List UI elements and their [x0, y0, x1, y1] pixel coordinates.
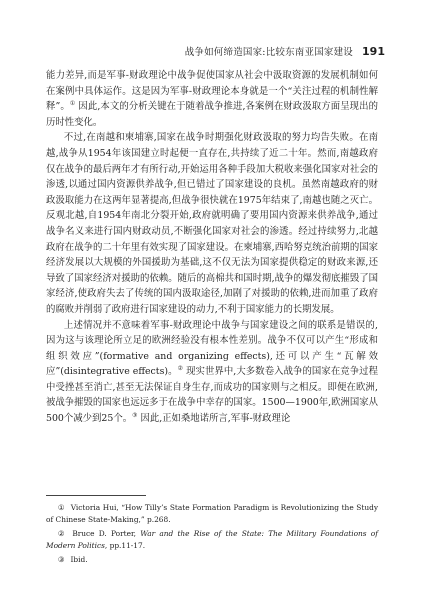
paragraph-3-text-b: 现实世界中,大多数卷入战争的国家在竞争过程中受挫甚至消亡,甚至无法保证自身生存,而成功的国家则与之相反。即便在欧洲,被战争摧毁的国家也远远多于在战争中幸存的国家。1500—1900年,欧洲国家从500个减少到25个。	[46, 366, 378, 425]
footnote-1-text: Victoria Hui, “How Tilly’s State Formation Paradigm is Revolutionizing the Study of Chinese State-Making,” p.268.	[46, 503, 378, 524]
footnote-2-book-title: War and the Rise of the State: The Military Foundations of Modern Politics	[46, 529, 378, 550]
footnotes	[46, 502, 378, 568]
paragraph-3	[46, 318, 378, 427]
footnote-3-text: Ibid.	[70, 555, 88, 564]
footnote-divider	[46, 495, 146, 496]
body-text	[46, 68, 378, 427]
paragraph-1	[46, 68, 378, 130]
paragraph-2	[46, 130, 378, 317]
footnote-2	[46, 528, 378, 552]
footnote-reference-2: ②	[177, 365, 184, 373]
paragraph-3-text-c: 因此,正如桑地诺所言,军事-财政理论	[137, 413, 291, 425]
footnote-2-pages: , pp.11-17.	[104, 541, 146, 550]
footnote-reference-3: ③	[132, 411, 138, 419]
running-header	[185, 44, 385, 58]
footnote-reference-1: ①	[69, 100, 76, 108]
running-header-title: 战争如何缔造国家:比较东南亚国家建设	[184, 47, 353, 58]
footnote-3	[46, 554, 378, 566]
paragraph-1-text-a: 能力差异,而是军事-财政理论中战争促使国家从社会中汲取资源的发展机制如何在案例中具体运作。这是因为军事-财政理论本身就是一个“关注过程的机制性解释”。	[46, 70, 378, 113]
paragraph-1-text-b: 因此,本文的分析关键在于随着战争推进,各案例在财政汲取方面呈现出的历时性变化。	[46, 101, 378, 128]
footnote-2-author: Bruce D. Porter,	[72, 529, 141, 538]
paragraph-3-text-a: 上述情况并不意味着军事-财政理论中战争与国家建设之间的联系是错误的,因为这与该理论所立足的欧洲经验没有根本性差别。战争不仅可以产生“形成和组织效应”(formative and organizing effects),还可以产生“瓦解效应”(disintegrative effects)。	[46, 319, 378, 378]
footnote-2-mark: ②	[57, 529, 67, 538]
page-number: 191	[362, 45, 385, 58]
paragraph-2-text: 不过,在南越和柬埔寨,国家在战争时期强化财政汲取的努力均告失败。在南越,战争从1954年该国建立时起便一直存在,共持续了近二十年。然而,南越政府仅在战争的最后两年才有所行动,开始运用各种手段加大税收来强化国家对社会的渗透,以通过国内资源供养战争,但已错过了国家建设的良机。虽然南越政府的财政汲取能力在这两年显著提高,但战争很快就在1975年结束了,南越也随之灭亡。反观北越,自1954年南北分裂开始,政府就明确了要用国内资源来供养战争,通过战争名义来进行国内财政动员,不断强化国家对社会的渗透。经过持续努力,北越政府在战争的二十年里有效实现了国家建设。在柬埔寨,西哈努克统治前期的国家经济发展以大规模的外国援助为基础,这不仅无法为国家提供稳定的财政来源,还导致了国家经济对援助的依赖。随后的高棉共和国时期,战争的爆发彻底摧毁了国家经济,使政府失去了传统的国内汲取途径,加剧了对援助的依赖,进而加重了政府的腐败并削弱了政府进行国家建设的动力,不利于国家能力的长期发展。	[46, 132, 378, 315]
footnote-3-mark: ③	[57, 555, 65, 564]
footnote-1	[46, 502, 378, 526]
footnote-1-mark: ①	[57, 503, 65, 512]
